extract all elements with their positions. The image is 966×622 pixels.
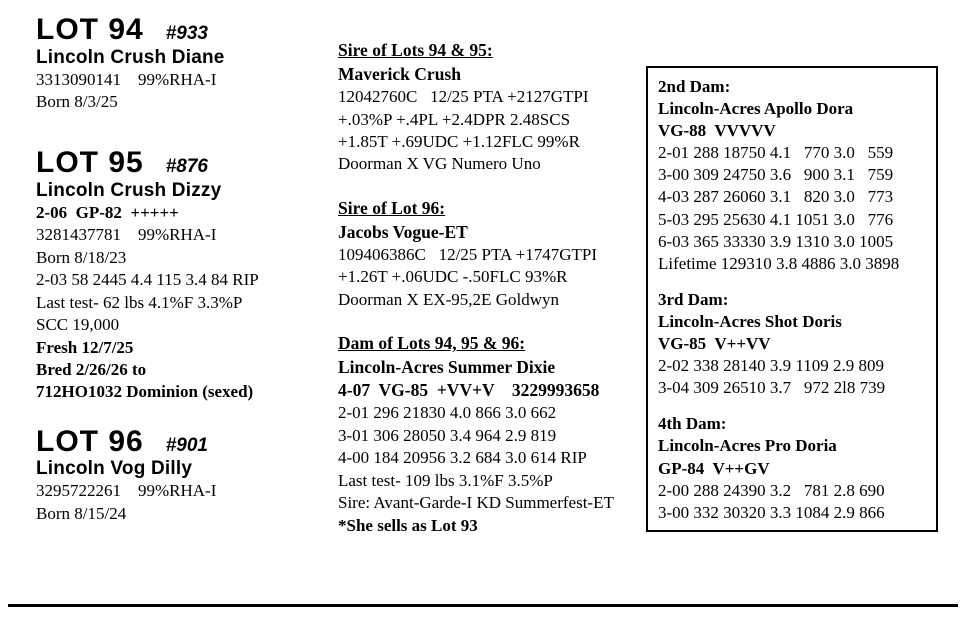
sire-96-parentage: Doorman X EX-95,2E Goldwyn: [338, 289, 559, 309]
lot-94-animal-name: Lincoln Crush Diane: [36, 46, 225, 68]
lot-95-header: [36, 147, 328, 179]
spacer: [338, 311, 630, 333]
dam-record-2: 3-01 306 28050 3.4 964 2.9 819: [338, 425, 557, 445]
spacer: [658, 275, 926, 289]
dam-sale-note: *She sells as Lot 93: [338, 515, 478, 535]
second-dam-classification: VG-88 VVVVV: [658, 121, 776, 141]
lot-94-number: #933: [165, 23, 208, 44]
lot-95-title: LOT 95: [36, 146, 144, 180]
lot-95-bred-date: Bred 2/26/26 to: [36, 359, 147, 379]
lot-95-birthdate: Born 8/18/23: [36, 247, 127, 267]
second-dam-lifetime: Lifetime 129310 3.8 4886 3.0 3898: [658, 253, 900, 273]
second-dam-record-5: 6-03 365 33330 3.9 1310 3.0 1005: [658, 231, 894, 251]
sire-96-name: Jacobs Vogue-ET: [338, 221, 468, 242]
lot-94-title: LOT 94: [36, 13, 144, 46]
sire-94-95-section: [338, 40, 630, 176]
lot-listings-column: [36, 14, 328, 525]
sire-96-line-1: 109406386C 12/25 PTA +1747GTPI: [338, 244, 597, 264]
lot-entry-95: [36, 147, 328, 403]
dam-record-1: 2-01 296 21830 4.0 866 3.0 662: [338, 403, 557, 423]
lot-96-animal-name: Lincoln Vog Dilly: [36, 458, 193, 480]
sire-94-95-line-2: +.03%P +.4PL +2.4DPR 2.48SCS: [338, 109, 571, 129]
second-dam-label: 2nd Dam:: [658, 77, 731, 96]
spacer: [338, 176, 630, 198]
lot-95-fresh-date: Fresh 12/7/25: [36, 337, 134, 357]
dam-last-test: Last test- 109 lbs 3.1%F 3.5%P: [338, 470, 553, 490]
lot-94-registration: 3313090141 99%RHA-I: [36, 69, 217, 89]
dam-name: Lincoln-Acres Summer Dixie: [338, 357, 556, 378]
dam-record-3: 4-00 184 20956 3.2 684 3.0 614 RIP: [338, 448, 587, 468]
ancestor-dams-box: [646, 66, 938, 532]
sire-96-heading: Sire of Lot 96:: [338, 197, 446, 218]
fourth-dam-label: 4th Dam:: [658, 414, 727, 434]
lot-95-lactation-record: 2-03 58 2445 4.4 115 3.4 84 RIP: [36, 270, 259, 290]
third-dam-record-1: 2-02 338 28140 3.9 1109 2.9 809: [658, 356, 885, 376]
second-dam-record-3: 4-03 287 26060 3.1 820 3.0 773: [658, 187, 894, 207]
fourth-dam-block: [658, 413, 926, 523]
lot-96-number: #901: [165, 434, 208, 456]
sire-94-95-line-1: 12042760C 12/25 PTA +2127GTPI: [338, 87, 589, 107]
second-dam-name: Lincoln-Acres Apollo Dora: [658, 99, 854, 119]
second-dam-block: [658, 76, 926, 275]
lot-entry-96: [36, 426, 328, 525]
fourth-dam-name: Lincoln-Acres Pro Doria: [658, 436, 837, 456]
sire-94-95-name: Maverick Crush: [338, 64, 461, 84]
second-dam-record-1: 2-01 288 18750 4.1 770 3.0 559: [658, 143, 894, 163]
second-dam-record-2: 3-00 309 24750 3.6 900 3.1 759: [658, 165, 894, 185]
fourth-dam-classification: GP-84 V++GV: [658, 458, 770, 478]
third-dam-classification: VG-85 V++VV: [658, 334, 771, 354]
third-dam-record-2: 3-04 309 26510 3.7 972 2l8 739: [658, 378, 886, 398]
lot-95-animal-name: Lincoln Crush Dizzy: [36, 179, 222, 201]
lot-94-header: [36, 14, 328, 46]
lot-95-scc: SCC 19,000: [36, 315, 120, 335]
second-dam-record-4: 5-03 295 25630 4.1 1051 3.0 776: [658, 209, 894, 229]
page-footer-rule: [8, 604, 958, 607]
lot-95-registration: 3281437781 99%RHA-I: [36, 225, 217, 245]
lot-96-birthdate: Born 8/15/24: [36, 503, 127, 523]
sire-96-section: [338, 198, 630, 311]
sire-94-95-line-3: +1.85T +.69UDC +1.12FLC 99%R: [338, 131, 580, 151]
third-dam-label: 3rd Dam:: [658, 289, 729, 309]
dam-section: [338, 333, 630, 537]
lot-94-birthdate: Born 8/3/25: [36, 91, 118, 111]
lot-96-header: [36, 426, 328, 458]
sire-94-95-parentage: Doorman X VG Numero Uno: [338, 154, 541, 174]
lot-entry-94: [36, 14, 328, 113]
lot-96-title: LOT 96: [36, 424, 144, 458]
sire-96-line-2: +1.26T +.06UDC -.50FLC 93%R: [338, 267, 568, 287]
third-dam-block: [658, 289, 926, 399]
fourth-dam-record-2: 3-00 332 30320 3.3 1084 2.9 866: [658, 502, 885, 522]
sire-94-95-heading: Sire of Lots 94 & 95:: [338, 40, 493, 60]
pedigree-details-column: [338, 40, 630, 537]
fourth-dam-record-1: 2-00 288 24390 3.2 781 2.8 690: [658, 480, 885, 500]
lot-96-registration: 3295722261 99%RHA-I: [36, 481, 217, 501]
spacer: [658, 399, 926, 413]
third-dam-name: Lincoln-Acres Shot Doris: [658, 311, 842, 331]
lot-95-bred-sire: 712HO1032 Dominion (sexed): [36, 382, 254, 402]
lot-95-last-test: Last test- 62 lbs 4.1%F 3.3%P: [36, 292, 243, 312]
lot-95-number: #876: [165, 156, 208, 178]
dam-classification: 4-07 VG-85 +VV+V 3229993658: [338, 380, 600, 401]
dam-sire: Sire: Avant-Garde-I KD Summerfest-ET: [338, 493, 614, 513]
lot-95-classification: 2-06 GP-82 +++++: [36, 202, 179, 222]
spacer: [36, 404, 328, 426]
spacer: [36, 113, 328, 147]
dam-heading: Dam of Lots 94, 95 & 96:: [338, 333, 526, 354]
